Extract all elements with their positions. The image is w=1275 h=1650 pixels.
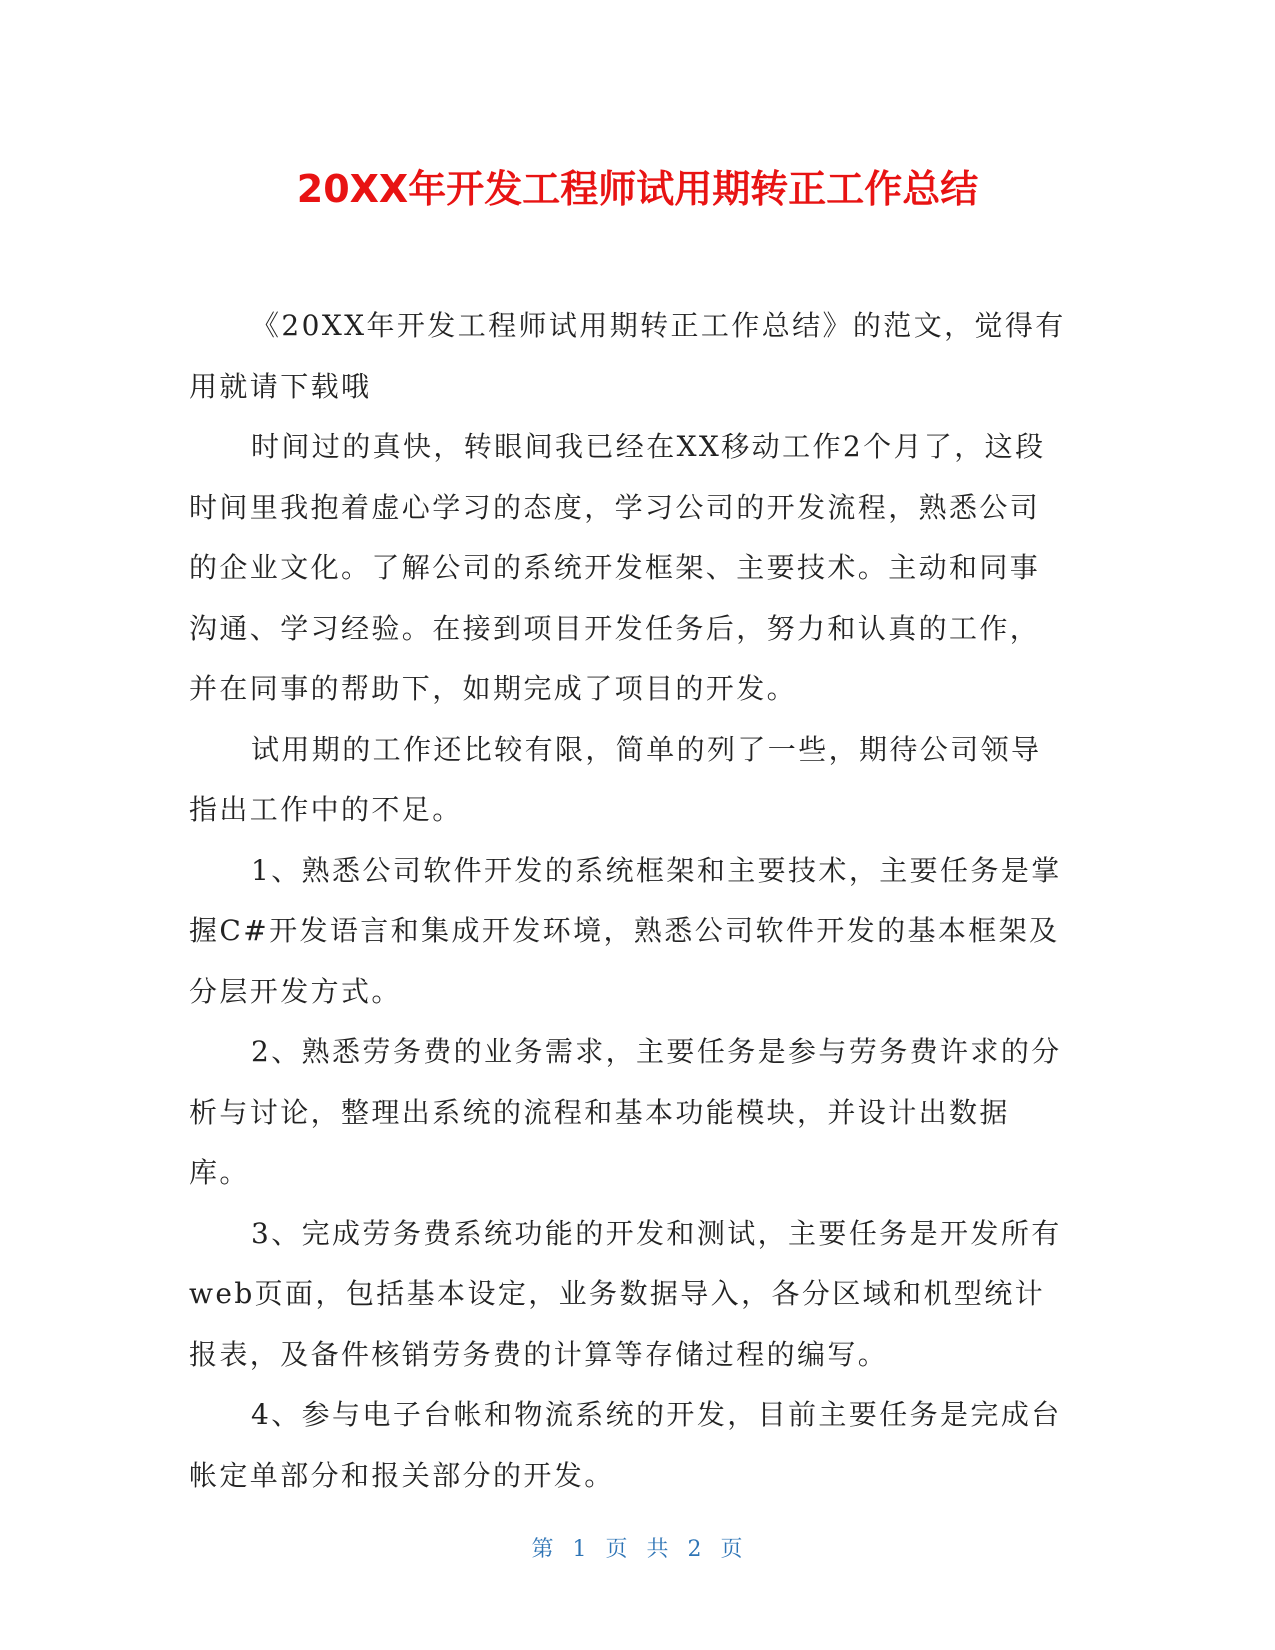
footer-total-unit: 页 — [720, 1537, 744, 1562]
intro-paragraph: 《20XX年开发工程师试用期转正工作总结》的范文，觉得有用就请下载哦 — [189, 309, 1066, 403]
footer-page-unit: 页 — [605, 1537, 629, 1562]
page-footer — [0, 1535, 1275, 1565]
list-item-paragraph: 4、参与电子台帐和物流系统的开发，目前主要任务是完成台帐定单部分和报关部分的开发。 — [189, 1398, 1062, 1492]
list-item-paragraph: 1、熟悉公司软件开发的系统框架和主要技术，主要任务是掌握C#开发语言和集成开发环境，熟悉公司软件开发的基本框架及分层开发方式。 — [189, 853, 1062, 1008]
document-body — [189, 296, 1069, 1506]
footer-total-pages: 2 — [687, 1537, 703, 1562]
footer-current-page: 1 — [572, 1537, 588, 1562]
body-paragraph: 时间过的真快，转眼间我已经在XX移动工作2个月了，这段时间里我抱着虚心学习的态度，学习公司的开发流程，熟悉公司的企业文化。了解公司的系统开发框架、主要技术。主动和同事沟通、学习经验。在接到项目开发任务后，努力和认真的工作，并在同事的帮助下，如期完成了项目的开发。 — [189, 430, 1046, 705]
list-item-paragraph: 3、完成劳务费系统功能的开发和测试，主要任务是开发所有web页面，包括基本设定，业务数据导入，各分区域和机型统计报表，及备件核销劳务费的计算等存储过程的编写。 — [189, 1216, 1062, 1371]
document-title: 20XX年开发工程师试用期转正工作总结 — [296, 167, 979, 211]
footer-page-label: 第 — [531, 1537, 555, 1562]
body-paragraph: 试用期的工作还比较有限，简单的列了一些，期待公司领导指出工作中的不足。 — [189, 732, 1042, 826]
footer-total-label: 共 — [646, 1537, 670, 1562]
list-item-paragraph: 2、熟悉劳务费的业务需求，主要任务是参与劳务费许求的分析与讨论，整理出系统的流程和基本功能模块，并设计出数据库。 — [189, 1035, 1062, 1189]
